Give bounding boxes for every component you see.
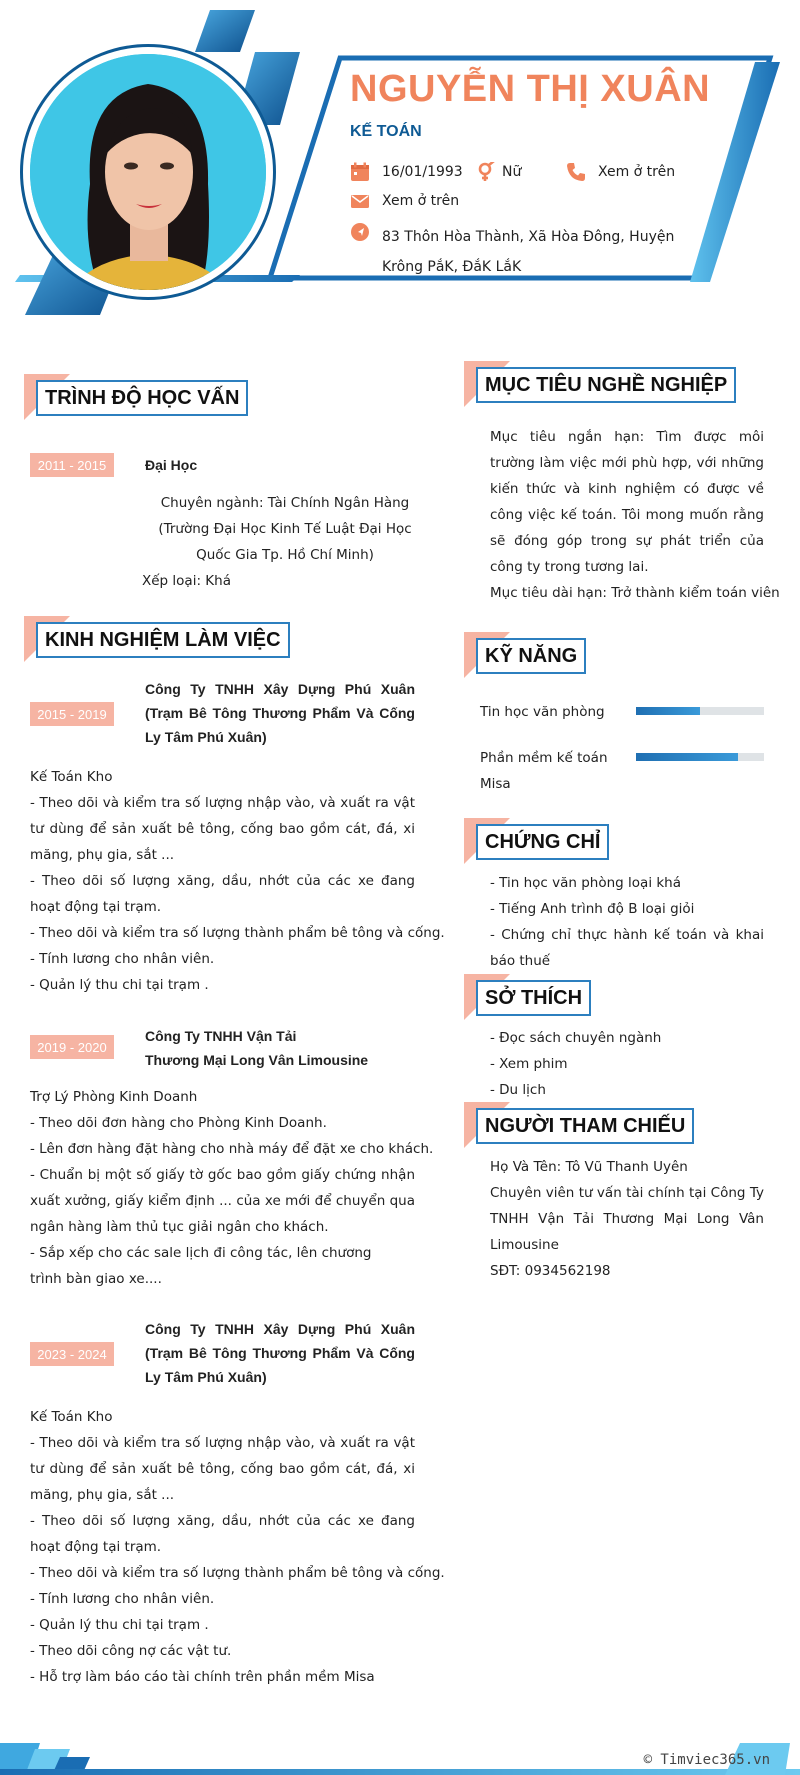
job-3-task: - Hỗ trợ làm báo cáo tài chính trên phần mềm Misa <box>30 1669 375 1685</box>
job-1-period: 2015 - 2019 <box>30 702 114 726</box>
location-icon <box>350 222 370 242</box>
calendar-icon <box>350 162 370 182</box>
job-3-task: - Theo dõi công nợ các vật tư. <box>30 1643 232 1659</box>
education-degree: Đại Học <box>145 457 198 473</box>
reference-phone: SĐT: 0934562198 <box>490 1263 611 1279</box>
job-2-task: - Sắp xếp cho các sale lịch đi công tác, lên chương trình bàn giao xe.... <box>30 1245 372 1287</box>
hobby-item: - Du lịch <box>490 1082 546 1098</box>
job-2-company-line1: Công Ty TNHH Vận Tải <box>145 1028 297 1044</box>
phone: Xem ở trên <box>598 164 676 180</box>
job-1-role: Kế Toán Kho <box>30 769 113 785</box>
certificate-item: - Tin học văn phòng loại khá <box>490 875 682 891</box>
avatar-frame <box>20 44 276 300</box>
candidate-position: KẾ TOÁN <box>350 123 422 140</box>
education-rank: Xếp loại: Khá <box>142 573 231 589</box>
education-period: 2011 - 2015 <box>30 453 114 477</box>
job-1-task: - Theo dõi và kiểm tra số lượng nhập vào, và xuất ra vật tư dùng để sản xuất bê tông, cống bao gồm cát, đá, xi măng, phụ gia, sắt ... <box>30 795 415 863</box>
job-3-task: - Theo dõi và kiểm tra số lượng thành phẩm bê tông và cống. <box>30 1565 445 1581</box>
job-3-task: - Tính lương cho nhân viên. <box>30 1591 215 1607</box>
certificate-item: - Chứng chỉ thực hành kế toán và khai báo thuế <box>490 927 764 969</box>
job-1-task: - Quản lý thu chi tại trạm . <box>30 977 209 993</box>
avatar <box>30 54 266 290</box>
phone-row <box>566 162 675 182</box>
email-row <box>350 191 459 211</box>
objective-short: Mục tiêu ngắn hạn: Tìm được môi trường làm việc mới phù hợp, với những kiến thức và kinh nghiệm có được về công việc kế toán. Tôi mong muốn rằng sẽ đóng góp trong sự phát triển của công ty trong tương lai. <box>490 429 764 575</box>
hobby-item: - Đọc sách chuyên ngành <box>490 1030 662 1046</box>
skill-bar <box>636 753 764 761</box>
reference-name: Họ Và Tên: Tô Vũ Thanh Uyên <box>490 1159 688 1175</box>
hobby-item: - Xem phim <box>490 1056 568 1072</box>
phone-icon <box>566 162 586 182</box>
job-2-task: - Lên đơn hàng đặt hàng cho nhà máy để đặt xe cho khách. <box>30 1141 434 1157</box>
job-1-company: Công Ty TNHH Xây Dựng Phú Xuân (Trạm Bê Tông Thương Phẩm Và Cống Ly Tâm Phú Xuân) <box>145 681 415 745</box>
email-icon <box>350 191 370 211</box>
reference-position: Chuyên viên tư vấn tài chính tại Công Ty TNHH Vận Tải Thương Mại Long Vân Limousine <box>490 1185 764 1253</box>
gender: Nữ <box>502 164 522 180</box>
job-3-task: - Theo dõi số lượng xăng, dầu, nhớt của các xe đang hoạt động tại trạm. <box>30 1513 415 1555</box>
job-3-role: Kế Toán Kho <box>30 1409 113 1425</box>
birthday-row <box>350 162 463 182</box>
gender-row <box>476 162 521 182</box>
copyright: © Timviec365.vn <box>643 1752 770 1768</box>
address: 83 Thôn Hòa Thành, Xã Hòa Đông, Huyện Krông PắK, ĐắK LắK <box>382 229 675 275</box>
birthday: 16/01/1993 <box>382 164 463 180</box>
skill-bar <box>636 707 764 715</box>
address-icon-wrap <box>350 222 382 242</box>
job-3-company: Công Ty TNHH Xây Dựng Phú Xuân (Trạm Bê Tông Thương Phẩm Và Cống Ly Tâm Phú Xuân) <box>145 1321 415 1385</box>
skill-name: Tin học văn phòng <box>480 704 605 720</box>
email: Xem ở trên <box>382 193 460 209</box>
objective-long: Mục tiêu dài hạn: Trở thành kiểm toán viên <box>490 585 780 601</box>
education-school: (Trường Đại Học Kinh Tế Luật Đại Học Quốc Gia Tp. Hồ Chí Minh) <box>158 521 412 563</box>
education-major: Chuyên ngành: Tài Chính Ngân Hàng <box>160 495 410 511</box>
job-1-task: - Theo dõi và kiểm tra số lượng thành phẩm bê tông và cống. <box>30 925 445 941</box>
job-2-role: Trợ Lý Phòng Kinh Doanh <box>30 1089 198 1105</box>
job-3-task: - Quản lý thu chi tại trạm . <box>30 1617 209 1633</box>
job-2-period: 2019 - 2020 <box>30 1035 114 1059</box>
job-1-task: - Tính lương cho nhân viên. <box>30 951 215 967</box>
candidate-name: NGUYỄN THỊ XUÂN <box>350 68 711 110</box>
gender-icon <box>476 162 496 182</box>
job-2-company-line2: Thương Mại Long Vân Limousine <box>145 1052 369 1068</box>
job-3-task: - Theo dõi và kiểm tra số lượng nhập vào, và xuất ra vật tư dùng để sản xuất bê tông, cống bao gồm cát, đá, xi măng, phụ gia, sắt ... <box>30 1435 415 1503</box>
job-2-task: - Theo dõi đơn hàng cho Phòng Kinh Doanh. <box>30 1115 327 1131</box>
job-1-task: - Theo dõi số lượng xăng, dầu, nhớt của các xe đang hoạt động tại trạm. <box>30 873 415 915</box>
job-2-task: - Chuẩn bị một số giấy tờ gốc bao gồm giấy chứng nhận xuất xưởng, giấy kiểm định ... của xe mới để chuyển qua ngân hàng làm thủ tục giải ngân cho khách. <box>30 1167 415 1235</box>
job-3-period: 2023 - 2024 <box>30 1342 114 1366</box>
certificate-item: - Tiếng Anh trình độ B loại giỏi <box>490 901 695 917</box>
skill-name: Phần mềm kế toán Misa <box>480 750 608 792</box>
